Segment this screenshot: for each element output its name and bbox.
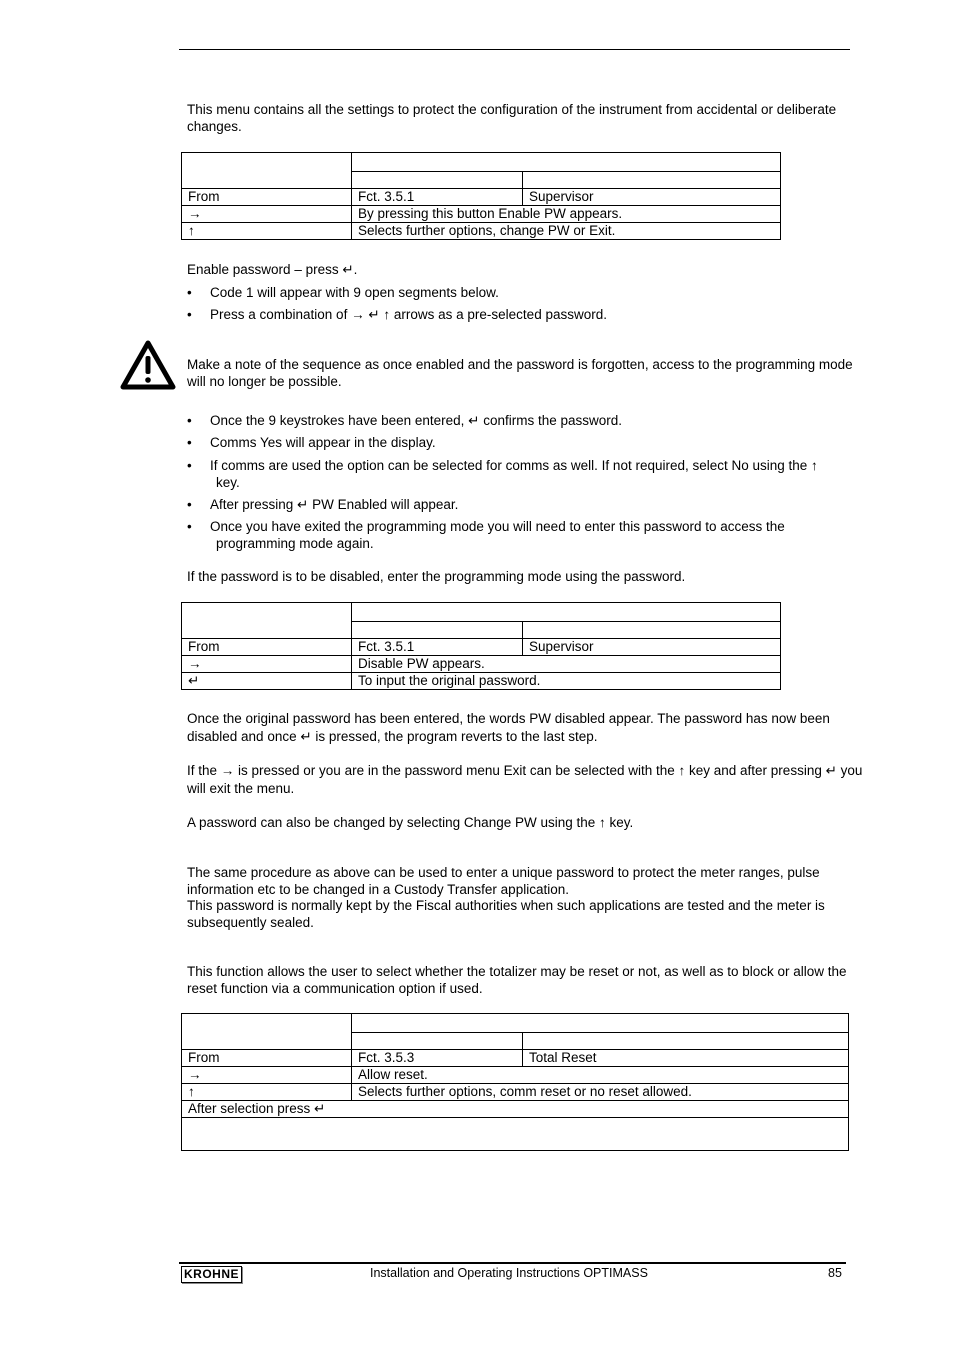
fct-name: Total Reset <box>523 1050 849 1067</box>
intro-paragraph: This menu contains all the settings to protect the configuration of the instrument from accidental or deliberate changes. <box>187 102 837 134</box>
change-paragraph: A password can also be changed by selecting Change PW using the ↑ key. <box>187 815 634 830</box>
table-header-blank <box>182 153 352 189</box>
row-desc: Disable PW appears. <box>352 656 781 673</box>
table-row <box>182 656 781 673</box>
custody-paragraph-1: The same procedure as above can be used to enter a unique password to protect the meter ranges, pulse information etc to be changed in a Custody Transfer application. <box>187 865 820 897</box>
row-key: From <box>182 189 352 206</box>
list-item: • Code 1 will appear with 9 open segments below. <box>187 285 499 300</box>
reset-intro: This function allows the user to select whether the totalizer may be reset or not, as well as to block or allow the reset function via a communication option if used. <box>187 964 847 996</box>
row-desc: Allow reset. <box>352 1067 849 1084</box>
bullet-icon: • <box>187 307 192 322</box>
function-table-enable <box>181 152 781 240</box>
row-key: From <box>182 639 352 656</box>
table-row <box>182 1067 849 1084</box>
row-desc: Selects further options, change PW or Exit. <box>352 223 781 240</box>
up-arrow-key: ↑ <box>182 1084 352 1101</box>
disabled-paragraph: Once the original password has been entered, the words PW disabled appear. The password has now been disabled and once ↵ is pressed, the program reverts to the last step. <box>187 711 830 744</box>
table-header-blank <box>182 1014 352 1050</box>
table-footer-note: After selection press ↵ <box>182 1101 849 1118</box>
right-arrow-key: → <box>182 206 352 223</box>
fct-name: Supervisor <box>523 189 781 206</box>
bullet-icon: • <box>187 497 192 512</box>
row-desc: Selects further options, comm reset or no reset allowed. <box>352 1084 849 1101</box>
warning-text: Make a note of the sequence as once enabled and the password is forgotten, access to the programming mode will no longer be possible. <box>187 357 853 389</box>
disable-lead: If the password is to be disabled, enter the programming mode using the password. <box>187 569 686 584</box>
row-desc: To input the original password. <box>352 673 781 690</box>
footer-title: Installation and Operating Instructions OPTIMASS <box>370 1266 648 1280</box>
list-item: • Press a combination of → ↵ ↑ arrows as a pre-selected password. <box>187 307 607 322</box>
table-row <box>182 189 781 206</box>
table-blank-row <box>182 1118 849 1151</box>
bullet-icon: • <box>187 435 192 450</box>
function-table-disable <box>181 602 781 690</box>
list-item: • After pressing ↵ PW Enabled will appear. <box>187 497 459 512</box>
table-row <box>182 206 781 223</box>
bullet-icon: • <box>187 285 192 300</box>
table-row <box>182 223 781 240</box>
fct-number: Fct. 3.5.1 <box>352 639 523 656</box>
warning-triangle-icon <box>118 338 178 394</box>
list-item: • Comms Yes will appear in the display. <box>187 435 436 450</box>
table-header-blank <box>182 603 352 639</box>
fct-name: Supervisor <box>523 639 781 656</box>
table-row <box>182 1084 849 1101</box>
list-item: • Once the 9 keystrokes have been entered, ↵ confirms the password. <box>187 413 623 428</box>
bullet-icon: • <box>187 413 192 428</box>
exit-paragraph: If the → is pressed or you are in the password menu Exit can be selected with the ↑ key and after pressing ↵ you will exit the menu. <box>187 763 863 796</box>
up-arrow-key: ↑ <box>182 223 352 240</box>
row-desc: By pressing this button Enable PW appears. <box>352 206 781 223</box>
fct-number: Fct. 3.5.1 <box>352 189 523 206</box>
right-arrow-key: → <box>182 1067 352 1084</box>
page-number: 85 <box>828 1266 842 1280</box>
table-row <box>182 1101 849 1118</box>
row-key: From <box>182 1050 352 1067</box>
list-item: • Once you have exited the programming mode you will need to enter this password to access the programming mode again. <box>187 519 785 551</box>
krohne-logo: KROHNE <box>181 1266 242 1283</box>
enter-key: ↵ <box>182 673 352 690</box>
table-row <box>182 1050 849 1067</box>
fct-number: Fct. 3.5.3 <box>352 1050 523 1067</box>
table-row <box>182 673 781 690</box>
right-arrow-key: → <box>182 656 352 673</box>
custody-paragraph-2: This password is normally kept by the Fiscal authorities when such applications are tested and the meter is subsequently sealed. <box>187 898 825 930</box>
enable-lead: Enable password – press ↵. <box>187 262 358 277</box>
footer-rule <box>179 1262 846 1264</box>
table-row <box>182 639 781 656</box>
list-item: • If comms are used the option can be selected for comms as well. If not required, select No using the ↑ key. <box>187 458 818 490</box>
function-table-reset <box>181 1013 849 1151</box>
bullet-icon: • <box>187 458 192 473</box>
bullet-icon: • <box>187 519 192 534</box>
header-rule <box>179 49 850 50</box>
